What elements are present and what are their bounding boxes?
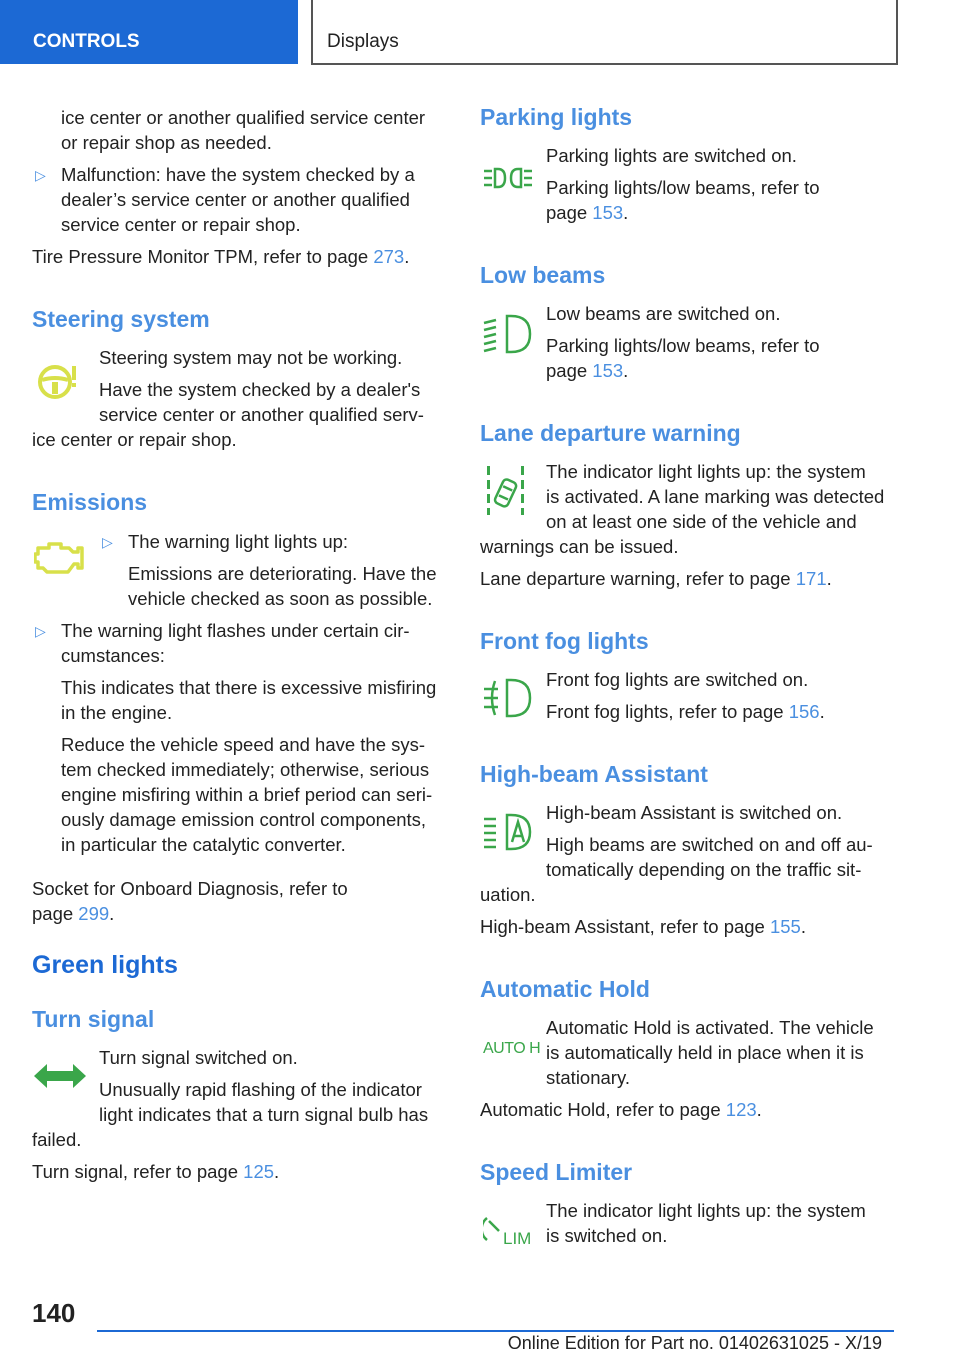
low-beams-reference: page 153. (546, 360, 629, 381)
text-line: engine misfiring within a brief period can seri- (61, 784, 433, 805)
text-line: or repair shop as needed. (61, 132, 272, 153)
bullet-triangle-icon: ▷ (35, 623, 46, 639)
obd-reference: page 299. (32, 903, 115, 924)
text-line: light indicates that a turn signal bulb has (99, 1104, 429, 1125)
text-line: This indicates that there is excessive misfiring (61, 677, 437, 698)
text-line: ously damage emission control components, (61, 809, 427, 830)
heading-emissions: Emissions (32, 489, 148, 515)
heading-speed-limiter: Speed Limiter (480, 1159, 633, 1185)
text-line: tem checked immediately; otherwise, serious (61, 759, 430, 780)
steering-warning-icon (35, 360, 79, 402)
heading-low-beams: Low beams (480, 262, 606, 288)
heading-parking-lights: Parking lights (480, 104, 633, 130)
page-link[interactable]: 171 (795, 568, 827, 589)
text-line: Front fog lights are switched on. (546, 669, 809, 690)
hba-reference: High-beam Assistant, refer to page 155. (480, 916, 806, 937)
section-tab (0, 0, 298, 64)
page-link[interactable]: 156 (788, 701, 820, 722)
high-beam-assistant-icon (483, 812, 533, 852)
page-link[interactable]: 273 (373, 246, 405, 267)
parking-lights-icon (483, 166, 533, 190)
tpm-reference: Tire Pressure Monitor TPM, refer to page 273. (32, 246, 410, 267)
text-line: Automatic Hold is activated. The vehicle (546, 1017, 874, 1038)
text-line: failed. (32, 1129, 82, 1150)
text-line: High beams are switched on and off au- (546, 834, 873, 855)
text-line: Unusually rapid flashing of the indicator (99, 1079, 422, 1100)
footer-divider (97, 1330, 894, 1332)
text-line: The indicator light lights up: the system (546, 1200, 866, 1221)
chapter-tab (311, 0, 898, 65)
parking-reference: page 153. (546, 202, 629, 223)
text-line: Parking lights/low beams, refer to (546, 177, 820, 198)
text-line: is activated. A lane marking was detected (546, 486, 885, 507)
page-number: 140 (32, 1298, 76, 1328)
heading-steering-system: Steering system (32, 306, 210, 332)
heading-lane-departure-warning: Lane departure warning (480, 420, 741, 446)
text-line: ice center or repair shop. (32, 429, 237, 450)
text-line: in particular the catalytic converter. (61, 834, 346, 855)
speed-limiter-gauge-icon (483, 1214, 505, 1244)
text-line: Reduce the vehicle speed and have the sys- (61, 734, 426, 755)
text-line: service center or another qualified serv- (99, 404, 424, 425)
text-line: Parking lights/low beams, refer to (546, 335, 820, 356)
heading-automatic-hold: Automatic Hold (480, 976, 650, 1002)
fog-reference: Front fog lights, refer to page 156. (546, 701, 825, 722)
text-line: Have the system checked by a dealer's (99, 379, 421, 400)
bullet-triangle-icon: ▷ (102, 534, 113, 550)
turn-signal-icon (33, 1062, 87, 1090)
text-line: warnings can be issued. (480, 536, 679, 557)
section-title: CONTROLS (33, 31, 140, 52)
text-line: uation. (480, 884, 536, 905)
heading-green-lights: Green lights (32, 951, 178, 979)
text-line: The indicator light lights up: the system (546, 461, 866, 482)
text-line: is automatically held in place when it is (546, 1042, 864, 1063)
text-line: service center or repair shop. (61, 214, 301, 235)
speed-limiter-icon-label: LIM (503, 1229, 532, 1248)
lane-departure-icon (486, 464, 526, 516)
heading-turn-signal: Turn signal (32, 1006, 155, 1032)
text-line: in the engine. (61, 702, 173, 723)
page-link[interactable]: 153 (592, 360, 624, 381)
page-link[interactable]: 299 (78, 903, 110, 924)
page-link[interactable]: 123 (725, 1099, 757, 1120)
page-link[interactable]: 153 (592, 202, 624, 223)
page-link[interactable]: 125 (243, 1161, 275, 1182)
text-line: The warning light lights up: (128, 531, 349, 552)
turn-signal-reference: Turn signal, refer to page 125. (32, 1161, 280, 1182)
text-line: Low beams are switched on. (546, 303, 781, 324)
automatic-hold-icon: AUTO H (483, 1040, 541, 1057)
text-line: Turn signal switched on. (99, 1047, 298, 1068)
text-line: Socket for Onboard Diagnosis, refer to (32, 878, 348, 899)
heading-front-fog-lights: Front fog lights (480, 628, 649, 654)
text-line: on at least one side of the vehicle and (546, 511, 857, 532)
engine-warning-icon (34, 540, 86, 576)
text-line: ice center or another qualified service center (61, 107, 426, 128)
text-line: is switched on. (546, 1225, 668, 1246)
text-line: Steering system may not be working. (99, 347, 403, 368)
low-beams-icon (483, 313, 533, 355)
lane-reference: Lane departure warning, refer to page 171. (480, 568, 832, 589)
text-line: dealer’s service center or another qualified (61, 189, 410, 210)
heading-high-beam-assistant: High-beam Assistant (480, 761, 708, 787)
page-link[interactable]: 155 (769, 916, 801, 937)
front-fog-lights-icon (483, 677, 533, 719)
text-line: Parking lights are switched on. (546, 145, 797, 166)
text-line: stationary. (546, 1067, 630, 1088)
text-line: Malfunction: have the system checked by a (61, 164, 415, 185)
text-line: cumstances: (61, 645, 165, 666)
text-line: vehicle checked as soon as possible. (128, 588, 433, 609)
text-line: The warning light flashes under certain cir- (61, 620, 410, 641)
chapter-title: Displays (327, 31, 399, 52)
text-line: High-beam Assistant is switched on. (546, 802, 843, 823)
text-line: Emissions are deteriorating. Have the (128, 563, 437, 584)
bullet-triangle-icon: ▷ (35, 167, 46, 183)
hold-reference: Automatic Hold, refer to page 123. (480, 1099, 762, 1120)
edition-note: Online Edition for Part no. 01402631025 - X/19 (507, 1333, 882, 1353)
text-line: tomatically depending on the traffic sit- (546, 859, 862, 880)
